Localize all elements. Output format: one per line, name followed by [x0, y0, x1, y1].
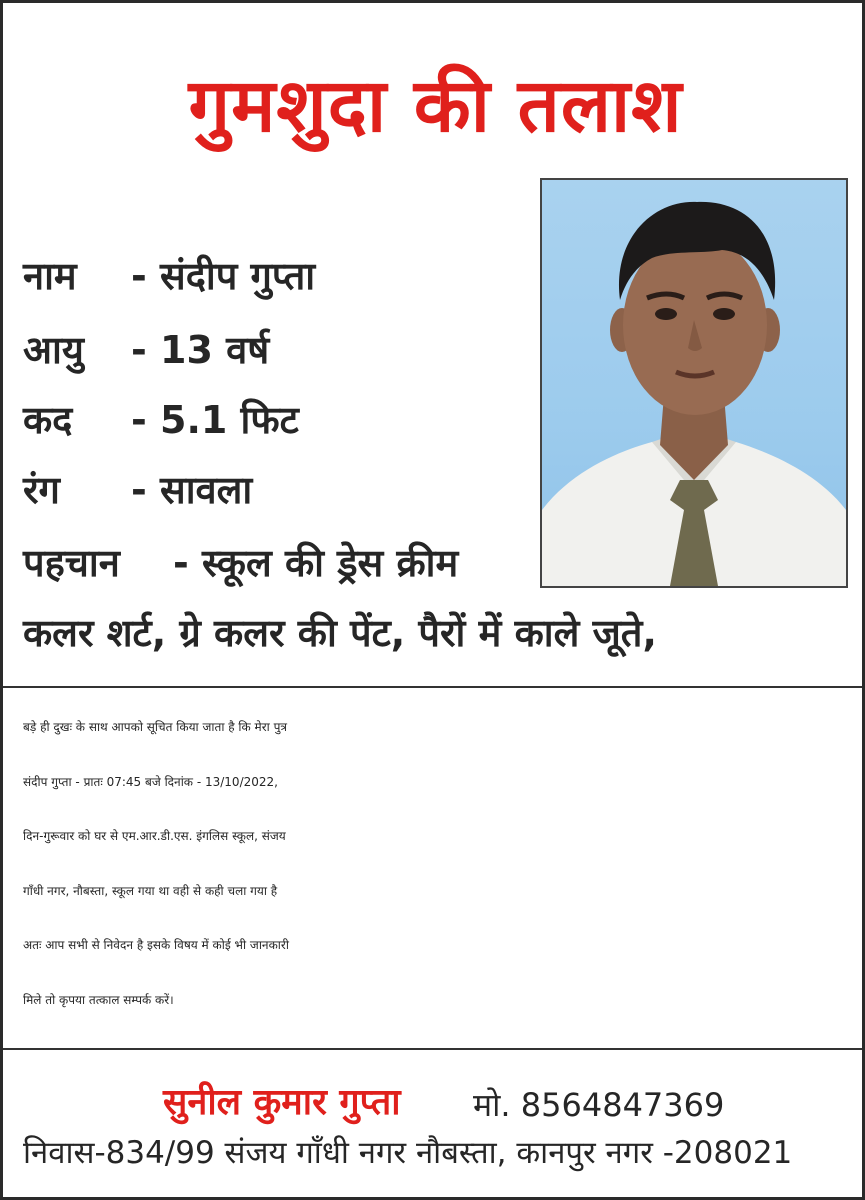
- detail-name-label: नाम: [23, 254, 77, 298]
- detail-age: [23, 325, 269, 375]
- notice-line: संदीप गुप्ता - प्रातः 07:45 बजे दिनांक - 13/10/2022,: [23, 774, 278, 789]
- detail-complexion-value: - सावला: [131, 468, 253, 512]
- detail-age-label: आयु: [23, 328, 84, 372]
- contact-address: निवास-834/99 संजय गाँधी नगर नौबस्ता, कानपुर नगर -208021: [23, 1135, 793, 1171]
- detail-age-value: - 13 वर्ष: [131, 328, 270, 372]
- notice-line: गाँधी नगर, नौबस्ता, स्कूल गया था वही से कही चला गया है: [23, 883, 278, 898]
- divider: [3, 1048, 862, 1050]
- detail-height-value: - 5.1 फिट: [131, 398, 299, 442]
- notice-line: अतः आप सभी से निवेदन है इसके विषय में कोई भी जानकारी: [23, 938, 289, 952]
- detail-complexion-label: रंग: [23, 468, 60, 512]
- missing-person-photo: [540, 178, 848, 588]
- notice-line: दिन-गुरूवार को घर से एम.आर.डी.एस. इंगलिस स्कूल, संजय: [23, 829, 286, 843]
- detail-name-value: - संदीप गुप्ता: [131, 254, 316, 298]
- detail-identification: [23, 538, 458, 588]
- notice-line: बड़े ही दुखः के साथ आपको सूचित किया जाता है कि मेरा पुत्र: [23, 720, 288, 734]
- detail-height-label: कद: [23, 398, 73, 442]
- headline: गुमशुदा की तलाश: [188, 63, 683, 149]
- detail-identification-value: - स्कूल की ड्रेस क्रीम: [173, 541, 459, 585]
- detail-identification-continued: कलर शर्ट, ग्रे कलर की पेंट, पैरों में काले जूते,: [23, 611, 657, 655]
- detail-height: [23, 395, 299, 445]
- contact-phone: मो. 8564847369: [473, 1086, 725, 1124]
- detail-identification-label: पहचान: [23, 541, 120, 585]
- notice-line: मिले तो कृपया तत्काल सम्पर्क करें।: [23, 992, 174, 1007]
- divider: [3, 686, 862, 688]
- notice-text: [23, 700, 853, 1027]
- detail-name: [23, 251, 315, 301]
- detail-complexion: [23, 465, 252, 515]
- contact-name: सुनील कुमार गुप्ता: [163, 1082, 401, 1123]
